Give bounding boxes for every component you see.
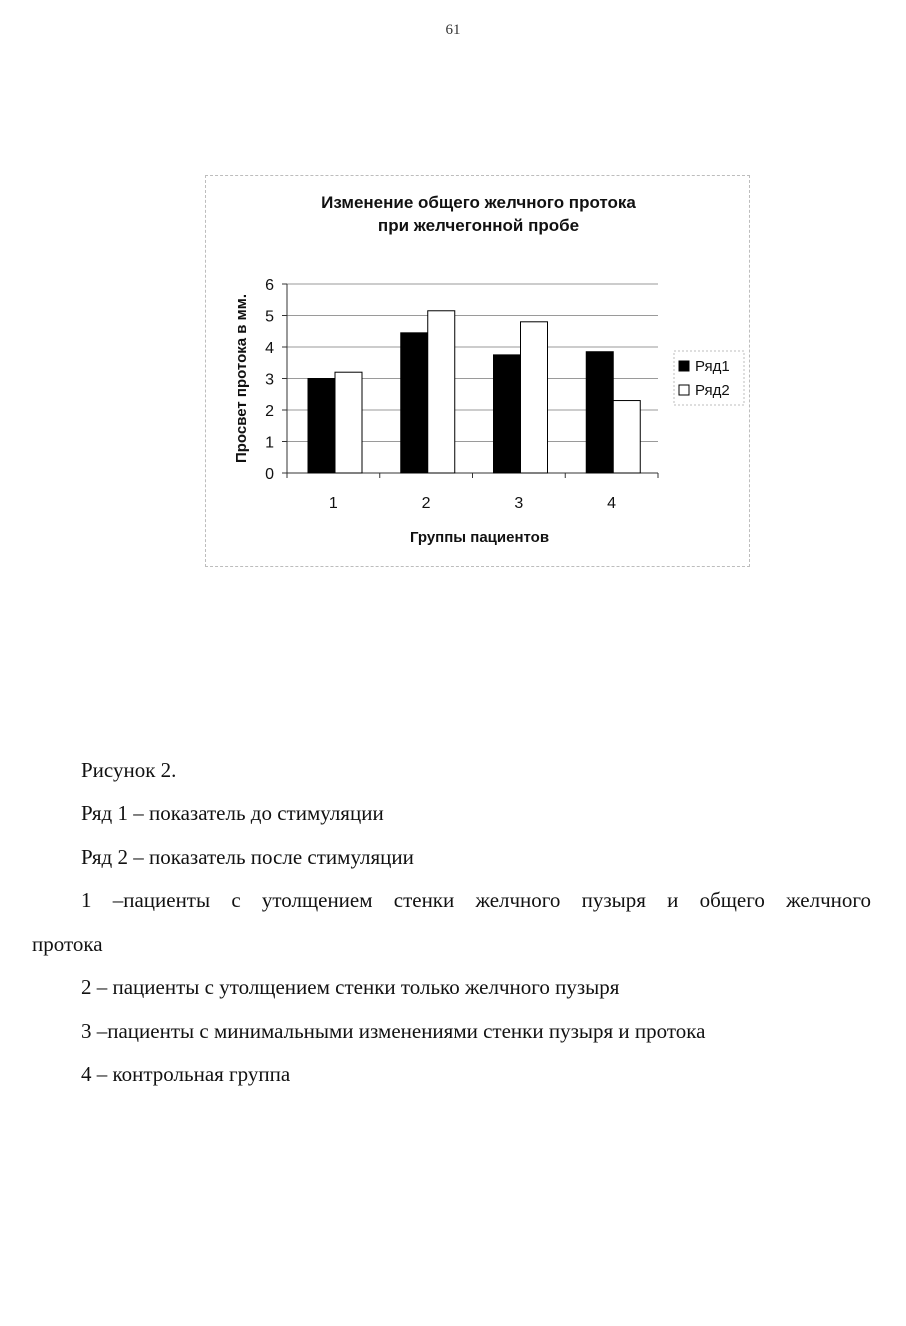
legend-note-row2: Ряд 2 – показатель после стимуляции	[81, 845, 414, 869]
group-2-description: 2 – пациенты с утолщением стенки только желчного пузыря	[81, 975, 620, 999]
legend-swatch-2	[679, 385, 689, 395]
legend-label-2: Ряд2	[695, 382, 730, 399]
bar-chart	[206, 176, 751, 568]
y-tick-label: 1	[265, 434, 274, 452]
legend-swatch-1	[679, 361, 689, 371]
y-tick-label: 6	[265, 277, 274, 294]
y-axis-label: Просвет протока в мм.	[233, 293, 250, 464]
legend-label-1: Ряд1	[695, 358, 730, 375]
legend-note-row1: Ряд 1 – показатель до стимуляции	[81, 801, 384, 825]
x-tick-label: 4	[607, 495, 617, 512]
y-tick-label: 0	[265, 466, 274, 483]
bar-2-group-4	[613, 401, 640, 473]
bar-1-group-1	[308, 379, 335, 474]
group-4-description: 4 – контрольная группа	[81, 1062, 291, 1086]
y-tick-label: 4	[265, 340, 274, 357]
group-1-description-continued: протока	[32, 932, 103, 956]
bar-1-group-2	[401, 333, 428, 473]
x-axis-label: Группы пациентов	[409, 529, 550, 546]
bar-1-group-4	[586, 352, 613, 473]
y-tick-label: 3	[265, 371, 274, 389]
bar-2-group-2	[428, 311, 455, 473]
bar-1-group-3	[494, 355, 521, 473]
chart-title-line-1: Изменение общего желчного протока	[321, 193, 636, 212]
x-tick-label: 1	[328, 495, 338, 512]
group-3-description: 3 –пациенты с минимальными изменениями стенки пузыря и протока	[81, 1019, 706, 1043]
chart-frame	[205, 175, 750, 567]
bar-2-group-3	[521, 322, 548, 473]
page-number: 61	[445, 22, 461, 38]
x-tick-label: 2	[421, 495, 431, 512]
group-1-description: 1 –пациенты с утолщением стенки желчного пузыря и общего желчного	[81, 888, 871, 912]
y-tick-label: 5	[265, 308, 274, 326]
bar-2-group-1	[335, 372, 362, 473]
figure-caption: Рисунок 2.	[81, 758, 177, 782]
y-tick-label: 2	[265, 403, 274, 420]
x-tick-label: 3	[514, 495, 524, 512]
chart-title-line-2: при желчегонной пробе	[377, 216, 580, 235]
